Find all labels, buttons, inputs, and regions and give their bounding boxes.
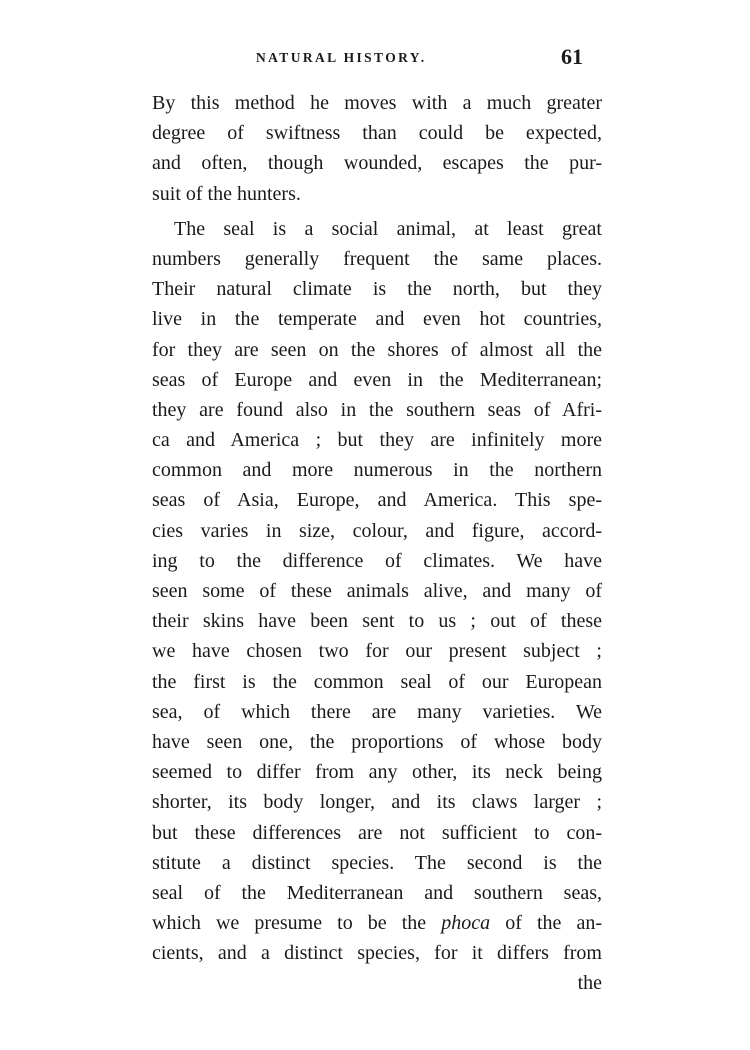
paragraph-1 <box>152 88 602 209</box>
text-line: we have chosen two for our present subject ; <box>152 640 602 663</box>
text-line: live in the temperate and even hot countries, <box>152 308 602 331</box>
text-line: common and more numerous in the northern <box>152 459 602 482</box>
text-line: seas of Asia, Europe, and America. This spe- <box>152 489 602 512</box>
text-line: but these differences are not sufficient to con- <box>152 821 602 844</box>
text-line: seen some of these animals alive, and many of <box>152 580 602 602</box>
text-line: the first is the common seal of our European <box>152 670 602 693</box>
text-line: The seal is a social animal, at least great <box>174 217 602 240</box>
text-line: ing to the difference of climates. We have <box>152 549 602 572</box>
text-line: stitute a distinct species. The second is the <box>152 851 602 874</box>
running-title: NATURAL HISTORY. <box>256 50 427 65</box>
page-number: 61 <box>561 44 583 69</box>
text-segment: of the an- <box>490 912 603 935</box>
text-line: cies varies in size, colour, and figure, accord- <box>152 519 602 542</box>
text-line: they are found also in the southern seas of Afri- <box>152 398 602 421</box>
text-line: and often, though wounded, escapes the pur- <box>152 152 602 175</box>
text-line: seemed to differ from any other, its neck being <box>152 761 602 784</box>
text-line: ca and America ; but they are infinitely more <box>152 429 602 452</box>
italic-term: phoca <box>441 912 491 935</box>
text-segment: which we presume to be the <box>152 912 427 935</box>
text-line: seal of the Mediterranean and southern seas, <box>152 881 602 904</box>
catchword: the <box>577 972 602 995</box>
body-text <box>152 88 602 999</box>
text-line: their skins have been sent to us ; out of these <box>152 610 602 633</box>
text-line: degree of swiftness than could be expected, <box>152 122 602 145</box>
text-line: numbers generally frequent the same places. <box>152 247 602 270</box>
text-line: suit of the hunters. <box>152 182 301 205</box>
text-line-with-italic <box>152 908 602 938</box>
text-line: sea, of which there are many varieties. We <box>152 700 602 723</box>
text-line: have seen one, the proportions of whose body <box>152 730 602 753</box>
text-line: cients, and a distinct species, for it differs from <box>152 942 602 965</box>
paragraph-2 <box>152 214 602 999</box>
text-line: for they are seen on the shores of almost all the <box>152 338 602 361</box>
text-line: seas of Europe and even in the Mediterranean; <box>152 368 602 391</box>
text-line: shorter, its body longer, and its claws larger ; <box>152 791 602 814</box>
text-line: By this method he moves with a much greater <box>152 92 602 114</box>
text-line: Their natural climate is the north, but they <box>152 278 602 301</box>
